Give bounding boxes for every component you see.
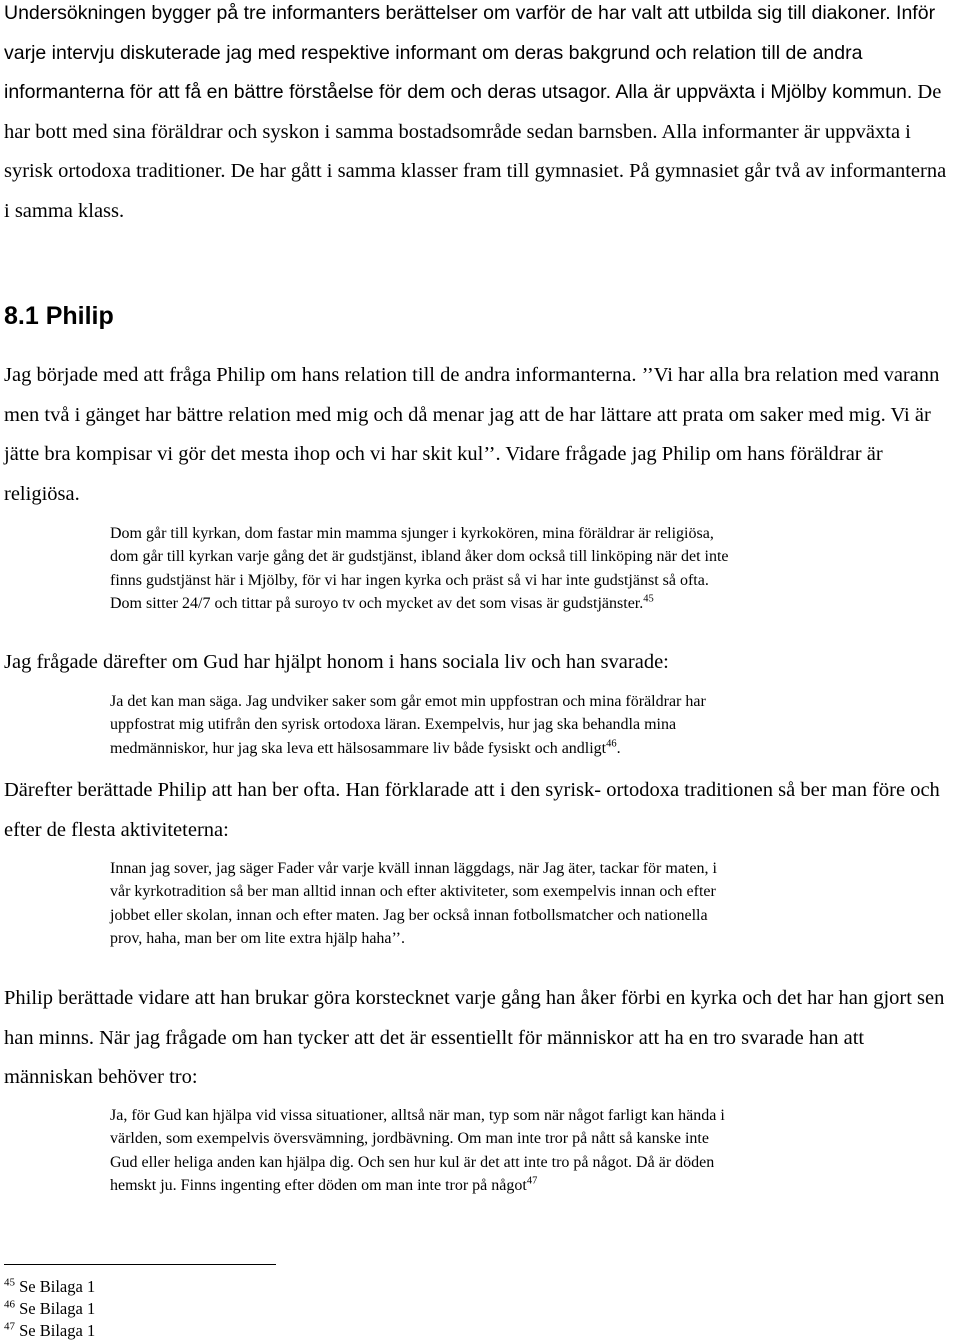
block-quote-2 (110, 690, 706, 760)
intro-paragraph (4, 0, 952, 231)
body-paragraph-2: Jag frågade därefter om Gud har hjälpt honom i hans sociala liv och han svarade: (4, 651, 669, 673)
body-paragraph-3: Därefter berättade Philip att han ber ofta. Han förklarade att i den syrisk- ortodoxa traditionen så ber man före och efter de flesta aktiviteterna: (4, 779, 940, 841)
quote-line: vår kyrkotradition så ber man alltid innan och efter aktiviteter, som exempelvis innan och efter (110, 883, 716, 901)
footnote-ref: 46 (606, 738, 617, 750)
intro-text-sans: Undersökningen bygger på tre informanters berättelser om varför de har valt att utbilda sig till diakoner. Inför varje intervju diskuterade jag med respektive informant om deras bakgrund och relation till de andra informanterna för att få en bättre förståelse för dem och deras utsagor. Alla är uppväxta i Mjölby kommun. (4, 2, 936, 103)
footnote-46: $^{46}$ Se Bilaga 1 (4, 1298, 96, 1318)
quote-line: Dom går till kyrkan, dom fastar min mamma sjunger i kyrkokören, mina föräldrar är religiösa, (110, 525, 714, 542)
quote-line: finns gudstjänst här i Mjölby, för vi har ingen kyrka och präst så vi har inte gudstjänst så ofta. (110, 571, 709, 589)
quote-line: Dom sitter 24/7 och tittar på suroyo tv och mycket av det som visas är gudstjänster.$^{45}$ (110, 593, 654, 612)
block-quote-1 (110, 522, 729, 615)
footnote-ref: 45 (643, 593, 654, 605)
section-heading: 8.1 Philip (4, 302, 114, 330)
quote-line: världen, som exempelvis översvämning, jordbävning. Om man inte tror på nått så kanske inte (110, 1130, 709, 1148)
quote-line: hemskt ju. Finns ingenting efter döden om man inte tror på något$^{47}$ (110, 1175, 538, 1194)
quote-line: Ja, för Gud kan hjälpa vid vissa situationer, alltså när man, typ som när något farligt kan hända i (110, 1107, 725, 1124)
footnote-47: $^{47}$ Se Bilaga 1 (4, 1320, 96, 1340)
quote-line: Gud eller heliga anden kan hjälpa dig. Och sen hur kul är det att inte tro på något. Då är döden (110, 1153, 715, 1171)
quote-line: prov, haha, man ber om lite extra hjälp haha’’. (110, 929, 405, 947)
footnote-45: $^{45}$ Se Bilaga 1 (4, 1276, 96, 1296)
intro-text-serif: De har bott med sina föräldrar och syskon i samma bostadsområde sedan barnsben. Alla informanter är uppväxta i syrisk ortodoxa traditioner. De har gått i samma klasser fram till gymnasiet. På gymnasiet går två av informanterna i samma klass. (4, 81, 947, 222)
body-paragraph-1: Jag började med att fråga Philip om hans relation till de andra informanterna. ’’Vi har alla bra relation med varann men två i gänget har bättre relation med mig och då menar jag att de har lättare att prata om saker med mig. Vi är jätte bra kompisar vi gör det mesta ihop och vi har skit kul’’. Vidare frågade jag Philip om hans föräldrar är religiösa. (4, 364, 940, 505)
footnote-ref: 47 (526, 1175, 538, 1187)
quote-line: uppfostrat mig utifrån den syrisk ortodoxa läran. Exempelvis, hur jag ska behandla mina (110, 716, 677, 734)
block-quote-4 (110, 1104, 725, 1197)
quote-line: Innan jag sover, jag säger Fader vår varje kväll innan läggdags, när Jag äter, tackar för maten, i (110, 860, 717, 877)
quote-line: dom går till kyrkan varje gång det är gudstjänst, ibland åker dom också till linköping när det inte (110, 548, 729, 566)
block-quote-3 (110, 857, 717, 950)
quote-line: Ja det kan man säga. Jag undviker saker som går emot min uppfostran och mina föräldrar har (110, 693, 706, 710)
quote-line: jobbet eller skolan, innan och efter maten. Jag ber också innan fotbollsmatcher och nationella (110, 906, 708, 924)
quote-line: medmänniskor, hur jag ska leva ett hälsosammare liv både fysiskt och andligt$^{46}$. (110, 738, 621, 757)
body-paragraph-4: Philip berättade vidare att han brukar göra korstecknet varje gång han åker förbi en kyrka och det har han gjort sen han minns. När jag frågade om han tycker att det är essentiellt för människor att ha en tro svarade han att människan behöver tro: (4, 987, 945, 1088)
footnote-separator (4, 1264, 276, 1265)
